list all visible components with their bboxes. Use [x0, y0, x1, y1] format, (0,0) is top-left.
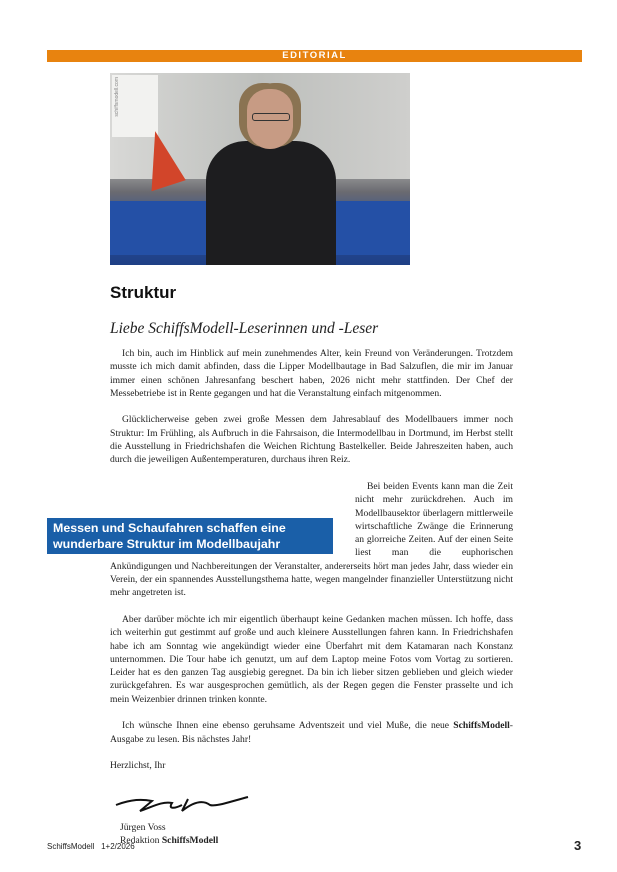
pull-quote-float: [53, 480, 355, 554]
text: -Ausgabe zu lesen. Bis nächstes Jahr!: [110, 720, 513, 745]
text: Redaktion: [120, 834, 162, 846]
magazine-name: SchiffsModell: [161, 834, 219, 846]
author-photo: [110, 73, 410, 265]
signature: [112, 787, 252, 817]
pull-quote: Messen und Schaufahren schaffen eine wunderbare Struktur im Modellbaujahr: [47, 518, 333, 554]
footer-magazine: SchiffsModell: [47, 842, 95, 851]
paragraph: Glücklicherweise geben zwei große Messen dem Jahresablauf des Modellbauers immer noch Struktur: Im Frühling, als Aufbruch in die Fahrsaison, die Intermodellbau in Dortmund, im Herbst stellt die Ausstellung in Friedrichshafen die Weichen Richtung Bastelkeller. Beide Jahreszeiten haben, auch durch die jeweiligen Außentemperaturen, durchaus ihren Reiz.: [110, 414, 513, 466]
closing-line: Herzlichst, Ihr: [110, 760, 166, 772]
author-name: Jürgen Voss: [120, 821, 166, 833]
page-number: 3: [574, 838, 582, 853]
photo-watermark: schiffsmodell.com: [114, 77, 120, 117]
footer: [47, 842, 135, 851]
article-title: Struktur: [110, 283, 177, 302]
salutation: Liebe SchiffsModell-Leserinnen und -Leser: [110, 320, 379, 337]
paragraph: Bei beiden Events kann man die Zeit nicht mehr zurückdrehen. Auch im Modellbausektor überlagern mittlerweile wirtschaftliche Zwänge die Erinnerung an glorreiche Zeiten. Auf der einen Seite liest man die euphorischen Ankündigungen und Nachbereitungen der Veranstalter, andererseits hört man jedes Jahr, dass wieder ein Verein, der ein spannendes Ausstellungsthema hatte, wegen mangelnder finanzieller Unterstützung nicht mehr angetreten ist.: [110, 480, 513, 599]
author-block: [120, 821, 513, 847]
footer-issue: 1+2/2026: [101, 842, 135, 851]
editorial-line: [120, 834, 513, 847]
section-banner: EDITORIAL: [47, 50, 582, 62]
paragraph-closing-wish: [110, 719, 513, 746]
paragraph: Aber darüber möchte ich mir eigentlich überhaupt keine Gedanken machen müssen. Ich hoffe, dass ich weiterhin gut gestimmt auf große und auch kleinere Ausstellungen fahren kann. In Friedrichshafen habe ich am Sonntag wie angekündigt wieder eine Überfahrt mit dem Katamaran nach Konstanz unternommen. Die Tour habe ich genutzt, um auf dem Laptop meine Fotos vom Vortag zu sortieren. Leider hat es den ganzen Tag ausgiebig geregnet. Da bin ich lieber sitzen geblieben und gleich wieder zurückgefahren. Es war ausgesprochen gemütlich, als der Regen gegen die Fenster prasselte und ich mein Weizenbier drinnen trinken konnte.: [110, 613, 513, 705]
magazine-name: SchiffsModell: [453, 720, 510, 732]
article-body: [53, 347, 513, 746]
text: Ich wünsche Ihnen eine ebenso geruhsame Adventszeit und viel Muße, die neue: [122, 720, 454, 732]
paragraph: Ich bin, auch im Hinblick auf mein zunehmendes Alter, kein Freund von Veränderungen. Trotzdem musste ich mich damit abfinden, dass die Lipper Modellbautage in Bad Salzuflen, die mir im Januar immer einen schönen Jahresanfang beschert haben, 2026 nicht mehr stattfinden. Der Chef der Messebetriebe ist in Rente gegangen und hat die Veranstaltung einfach mitgenommen.: [110, 348, 513, 399]
